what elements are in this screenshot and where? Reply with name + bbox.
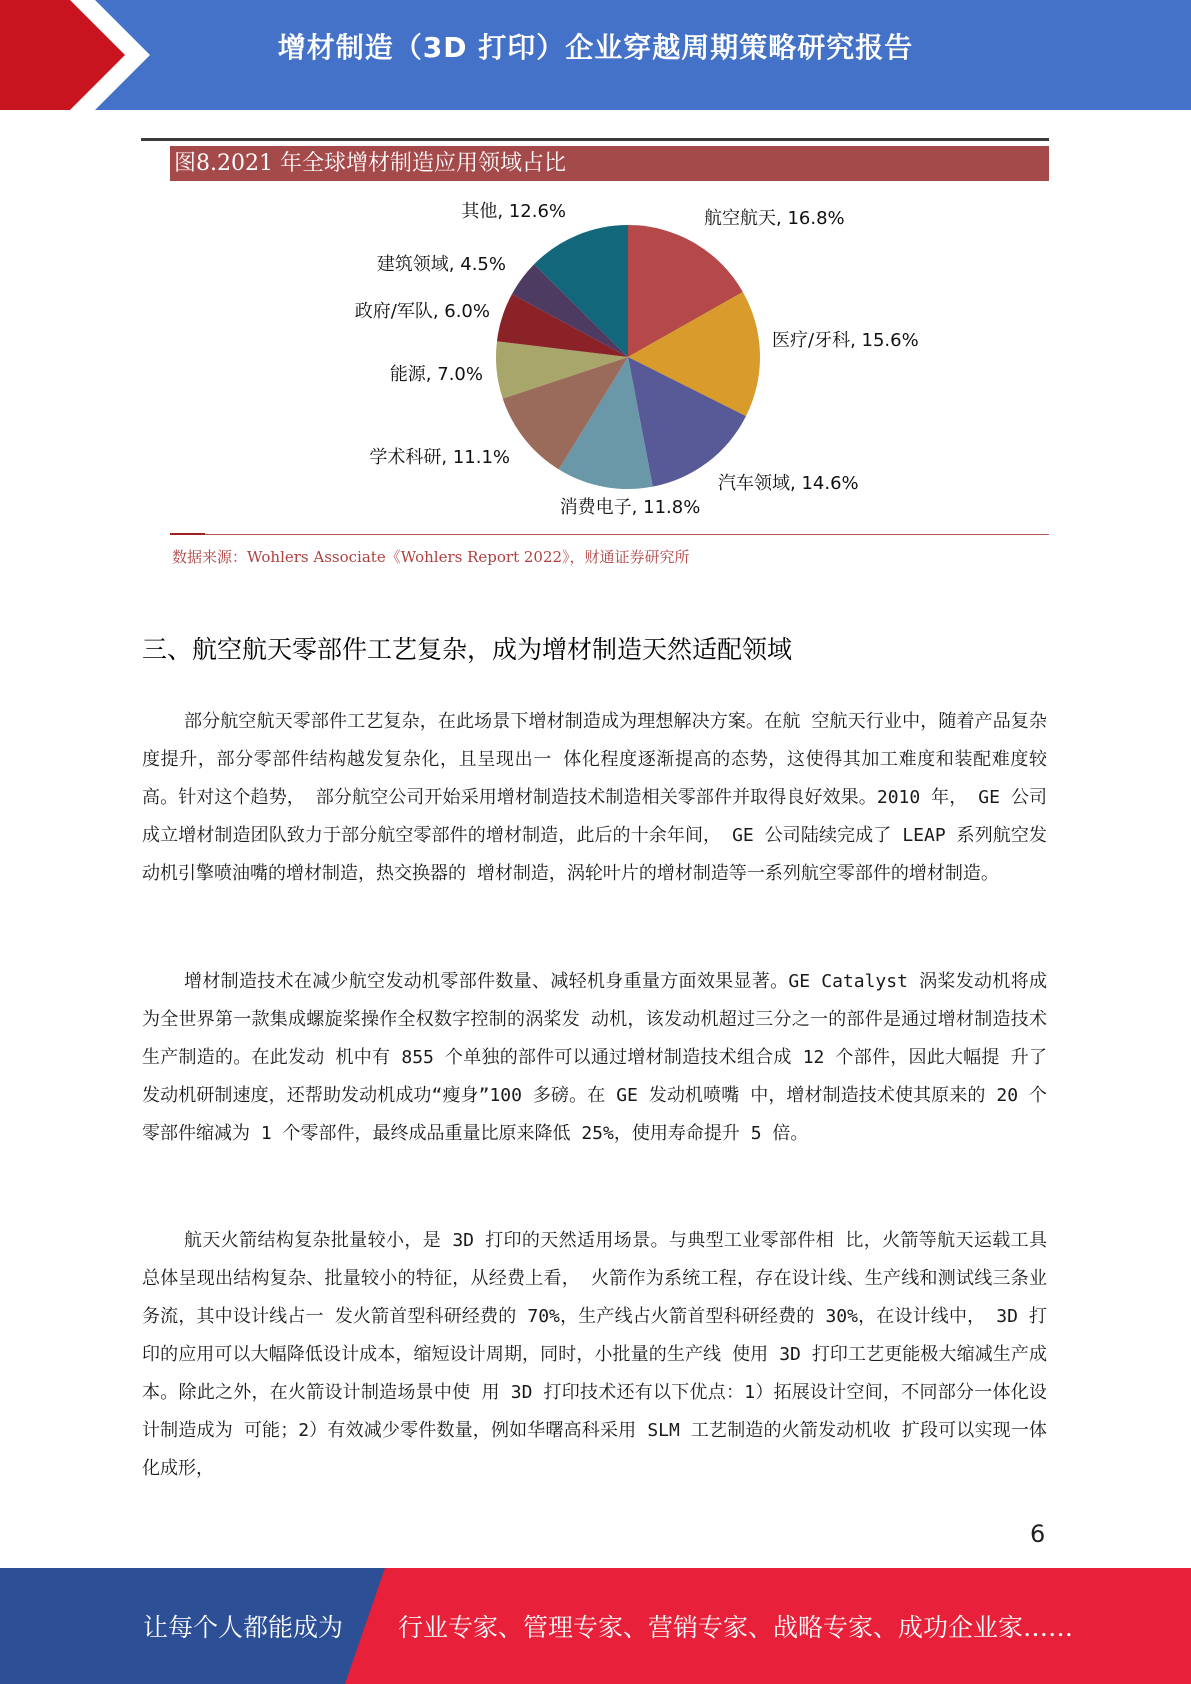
paragraph-2: 增材制造技术在减少航空发动机零部件数量、减轻机身重量方面效果显著。GE Catalyst 涡桨发动机将成为全世界第一款集成螺旋桨操作全权数字控制的涡桨发 动机，该发动机超过三分之一的部件是通过增材制造技术生产制造的。在此发动 机中有 855 个单独的部件可以通过增材制造技术组合成 12 个部件，因此大幅提 升了发动机研制速度，还帮助发动机成功“瘦身”100 多磅。在 GE 发动机喷嘴 中，增材制造技术使其原来的 20 个零部件缩减为 1 个零部件，最终成品重量比原来降低 25%，使用寿命提升 5 倍。	[142, 971, 1047, 1144]
footer-slogan-right: 行业专家、管理专家、营销专家、战略专家、成功企业家……	[398, 1613, 1074, 1642]
pie-slice-label: 学术科研, 11.1%	[369, 447, 510, 468]
figure-top-rule	[141, 138, 1049, 141]
section-heading: 三、航空航天零部件工艺复杂，成为增材制造天然适配领域	[142, 635, 793, 664]
page-header	[0, 0, 1191, 110]
page-number: 6	[1030, 1520, 1046, 1548]
pie-slice-label: 消费电子, 11.8%	[559, 497, 701, 518]
figure-title: 图8.2021 年全球增材制造应用领域占比	[170, 146, 1049, 181]
pie-slice-label: 政府/军队, 6.0%	[354, 301, 490, 322]
figure-bottom-rule	[170, 534, 1049, 535]
pie-slice-label: 医疗/牙科, 15.6%	[772, 330, 919, 351]
figure-bottom-rule-accent	[170, 533, 205, 535]
pie-chart-svg	[170, 190, 1049, 530]
pie-slice-label: 其他, 12.6%	[461, 201, 566, 222]
pie-slice-label: 汽车领域, 14.6%	[718, 473, 859, 494]
page-footer	[0, 1568, 1191, 1684]
figure-source: 数据来源：Wohlers Associate《Wohlers Report 2022》，财通证券研究所	[172, 548, 690, 566]
pie-slice-label: 能源, 7.0%	[389, 364, 483, 385]
pie-chart	[170, 190, 1049, 530]
report-title: 增材制造（3D 打印）企业穿越周期策略研究报告	[277, 31, 914, 64]
pie-slice-label: 航空航天, 16.8%	[704, 208, 845, 229]
footer-slogan-left: 让每个人都能成为	[143, 1613, 344, 1642]
paragraph-1: 部分航空航天零部件工艺复杂，在此场景下增材制造成为理想解决方案。在航 空航天行业中，随着产品复杂度提升，部分零部件结构越发复杂化，且呈现出一 体化程度逐渐提高的态势，这使得其加工难度和装配难度较高。针对这个趋势， 部分航空公司开始采用增材制造技术制造相关零部件并取得良好效果。2010 年， GE 公司成立增材制造团队致力于部分航空零部件的增材制造，此后的十余年间， GE 公司陆续完成了 LEAP 系列航空发动机引擎喷油嘴的增材制造，热交换器的 增材制造，涡轮叶片的增材制造等一系列航空零部件的增材制造。	[142, 711, 1047, 884]
paragraph-3: 航天火箭结构复杂批量较小，是 3D 打印的天然适用场景。与典型工业零部件相 比，火箭等航天运载工具总体呈现出结构复杂、批量较小的特征，从经费上看， 火箭作为系统工程，存在设计线、生产线和测试线三条业务流，其中设计线占一 发火箭首型科研经费的 70%，生产线占火箭首型科研经费的 30%，在设计线中， 3D 打印的应用可以大幅降低设计成本，缩短设计周期，同时，小批量的生产线 使用 3D 打印工艺更能极大缩减生产成本。除此之外，在火箭设计制造场景中使 用 3D 打印技术还有以下优点：1）拓展设计空间，不同部分一体化设计制造成为 可能；2）有效减少零件数量，例如华曙高科采用 SLM 工艺制造的火箭发动机收 扩段可以实现一体化成形，	[142, 1230, 1047, 1479]
pie-slice-label: 建筑领域, 4.5%	[376, 254, 506, 275]
